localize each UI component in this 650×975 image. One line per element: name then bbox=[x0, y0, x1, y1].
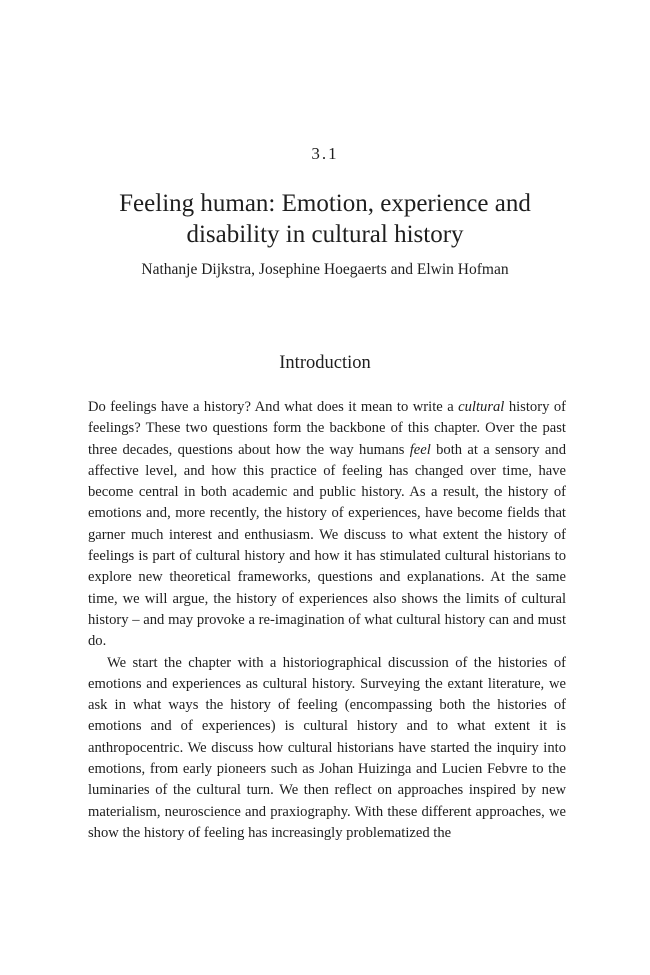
paragraph-1-emphasis-cultural: cultural bbox=[458, 399, 505, 415]
paragraph-1-part-2: history of feelings? These two questions form the backbone of this chapter. Over the past three decades, questions about how the way humans bbox=[88, 399, 566, 458]
chapter-number: 3.1 bbox=[311, 144, 339, 163]
paragraph-1-emphasis-feel: feel bbox=[409, 441, 431, 458]
chapter-title-line-2: disability in cultural history bbox=[186, 221, 464, 248]
body-text bbox=[88, 397, 566, 844]
chapter-authors: Nathanje Dijkstra, Josephine Hoegaerts and Elwin Hofman bbox=[141, 261, 509, 278]
chapter-title bbox=[0, 188, 650, 250]
paragraph-1-part-1: Do feelings have a history? And what does it mean to write a bbox=[88, 399, 459, 415]
paragraph-1-part-3: both at a sensory and affective level, and how this practice of feeling has changed over time, have become central in both academic and public history. As a result, the history of emotions and, more recently, the history of experiences, have become fields that garner much interest and enthusiasm. We discuss to what extent the history of feelings is part of cultural history and how it has stimulated cultural historians to explore new theoretical frameworks, questions and explanations. At the same time, we will argue, the history of experiences also shows the limits of cultural history – and may provoke a re-imagination of what cultural history can and must do. bbox=[88, 441, 566, 650]
paragraph-2: We start the chapter with a historiographical discussion of the histories of emotions and experiences as cultural history. Surveying the extant literature, we ask in what ways the history of feeling (encompassing both the histories of emotions and of experiences) is cultural history and to what extent it is anthropocentric. We discuss how cultural historians have started the inquiry into emotions, from early pioneers such as Johan Huizinga and Lucien Febvre to the luminaries of the cultural turn. We then reflect on approaches inspired by new materialism, neuroscience and praxiography. With these different approaches, we show the history of feeling has increasingly problematized the bbox=[88, 654, 566, 841]
section-heading: Introduction bbox=[279, 353, 371, 373]
chapter-title-line-1: Feeling human: Emotion, experience and bbox=[119, 190, 531, 217]
paragraph-1 bbox=[88, 397, 566, 653]
